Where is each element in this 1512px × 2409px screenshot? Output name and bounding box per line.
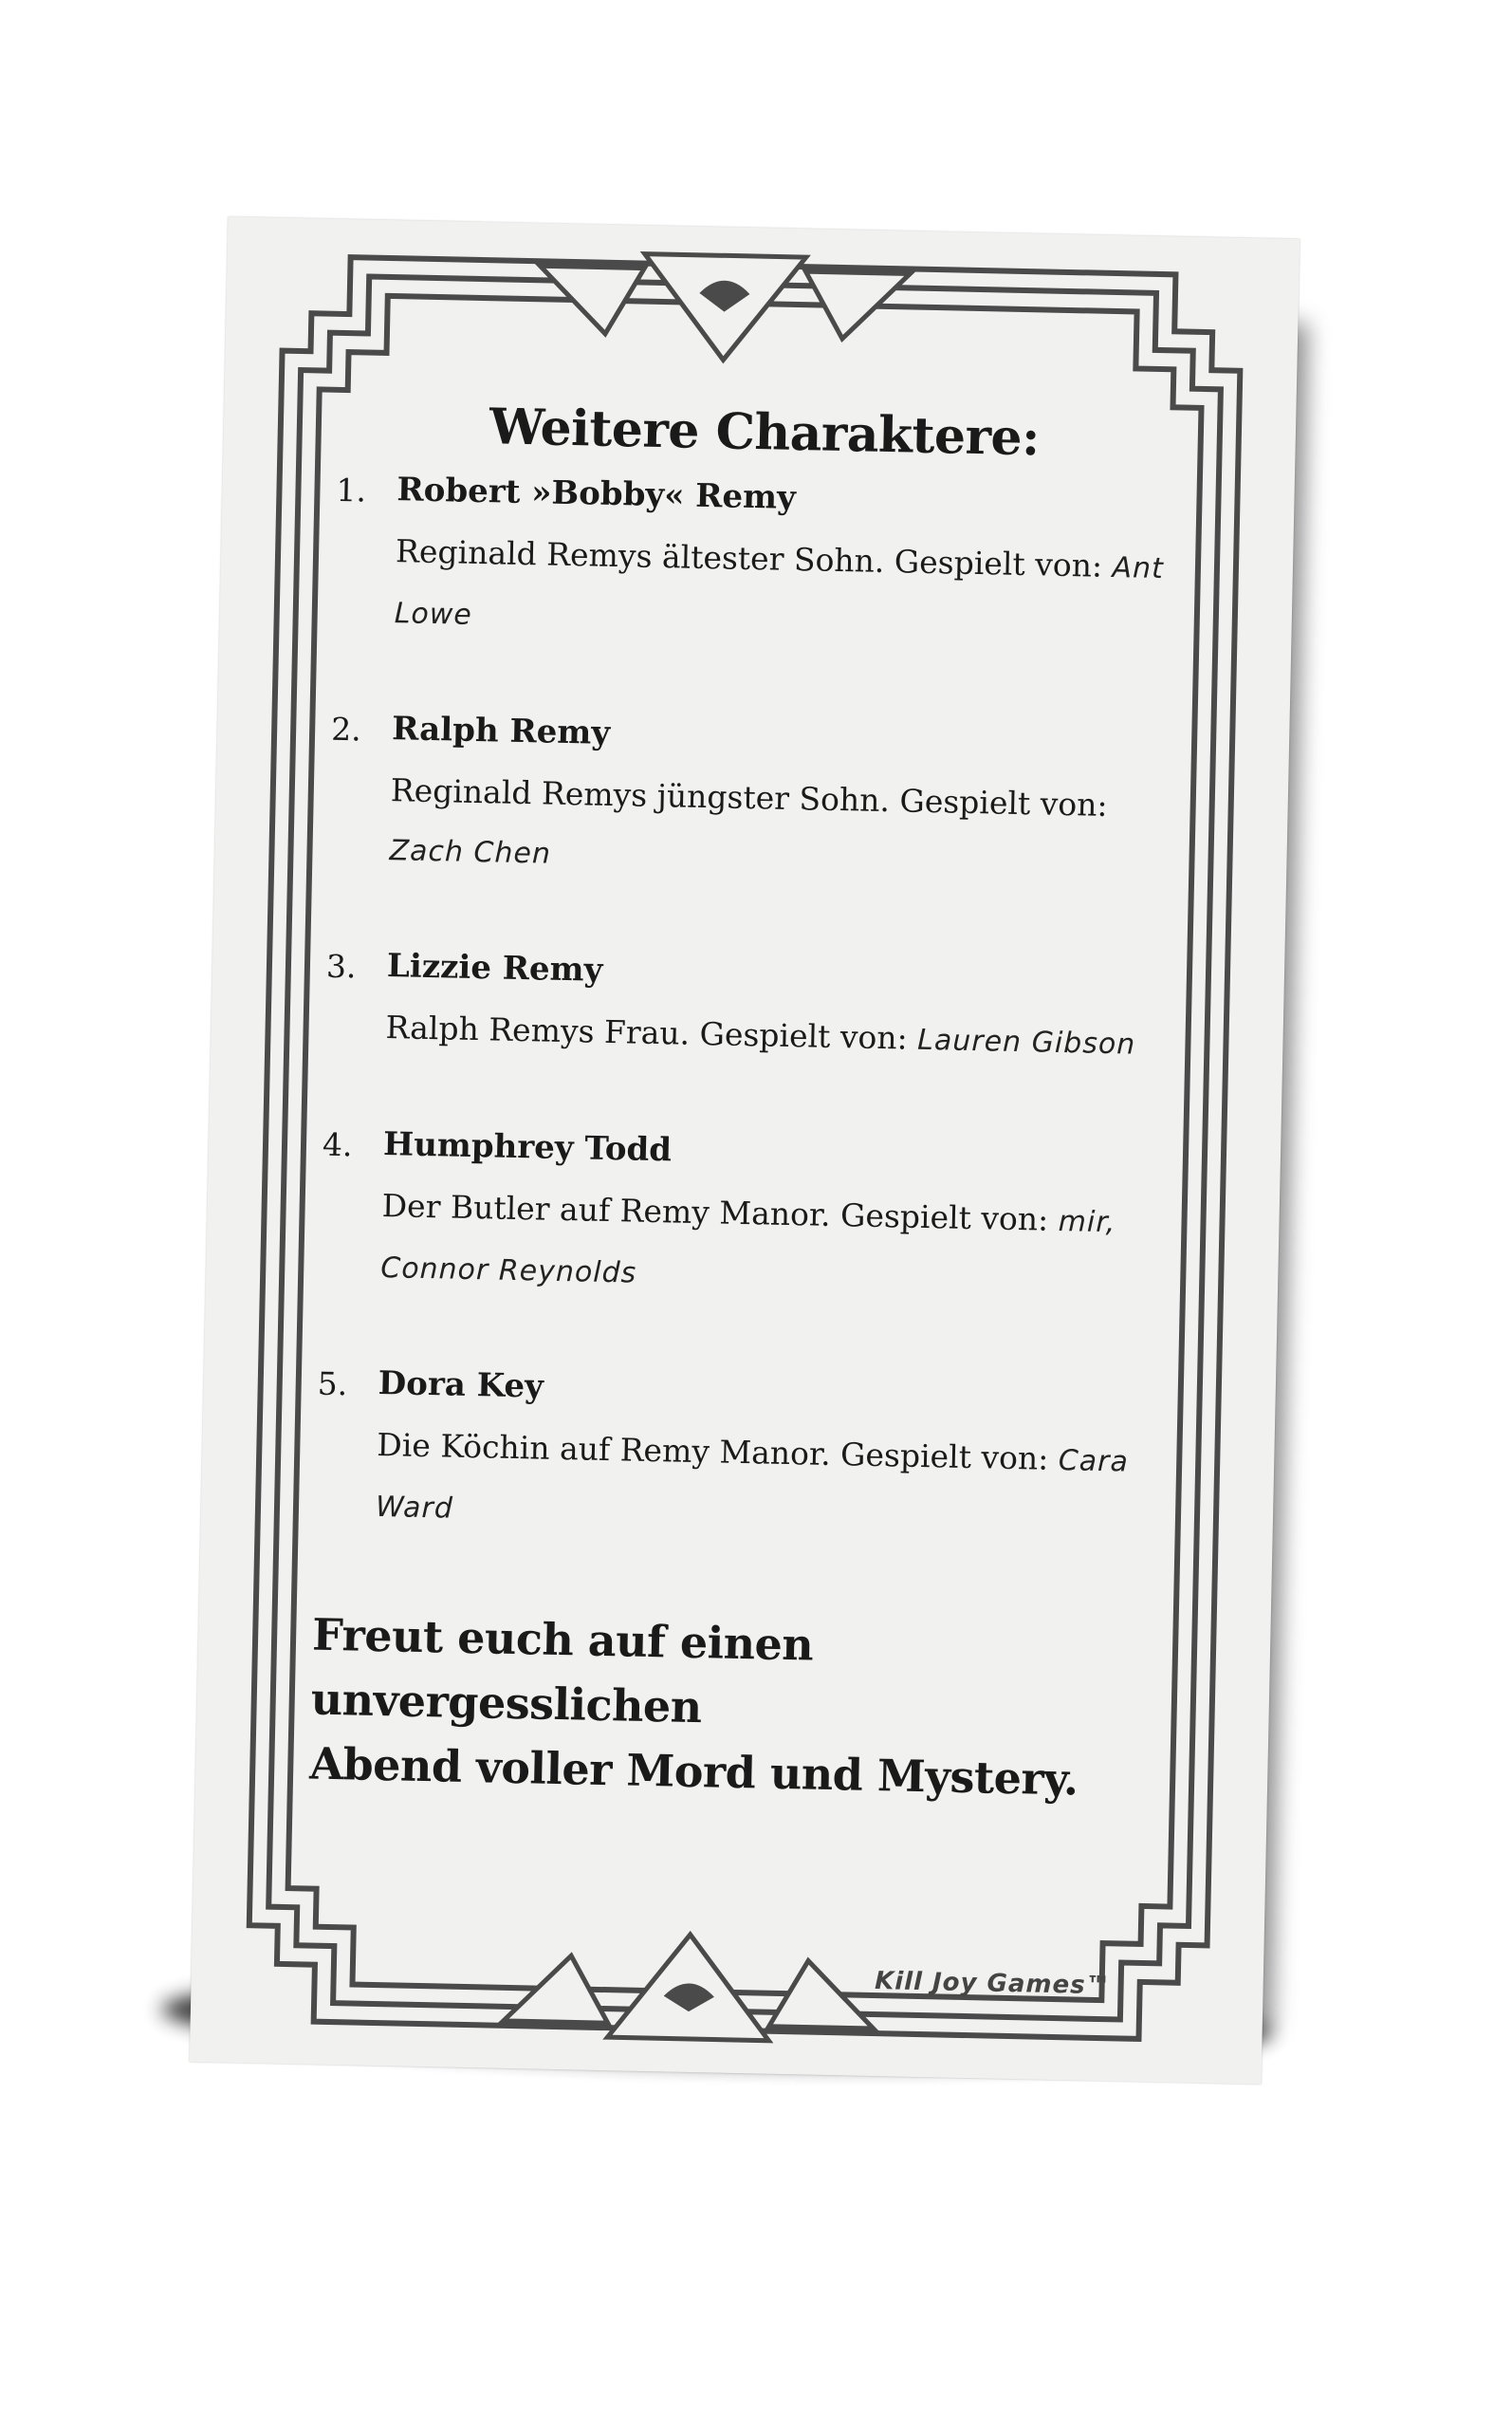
character-name: Ralph Remy — [391, 710, 611, 752]
player-name: Cara Ward — [375, 1444, 1130, 1526]
closing-line-2: Abend voller Mord und Mystery. — [308, 1737, 1079, 1806]
card-title: Weitere Charaktere: — [489, 398, 1041, 468]
character-description — [394, 522, 1189, 659]
card-content — [309, 395, 1192, 1814]
character-role: Der Butler auf Remy Manor. Gespielt von: — [381, 1187, 1049, 1238]
closing-line-1: Freut euch auf einen unvergesslichen — [310, 1608, 814, 1733]
character-entry — [328, 709, 1186, 898]
character-name: Lizzie Remy — [386, 947, 603, 990]
character-entry — [320, 1124, 1177, 1315]
invitation-card — [190, 216, 1300, 2084]
character-name: Dora Key — [378, 1363, 544, 1406]
character-name: Robert »Bobby« Remy — [396, 471, 797, 517]
player-name: Zach Chen — [389, 834, 552, 871]
character-number: 5. — [317, 1364, 348, 1403]
player-name: mir, Connor Reynolds — [379, 1204, 1116, 1290]
character-entry — [314, 1363, 1171, 1554]
brand-logo: Kill Joy Games™ — [874, 1967, 1112, 2001]
character-number: 1. — [336, 471, 367, 510]
character-description — [385, 998, 1179, 1075]
character-entry — [333, 470, 1190, 660]
character-role: Ralph Remys Frau. Gespielt von: — [385, 1009, 909, 1057]
character-role: Reginald Remys jüngster Sohn. Gespielt von: — [390, 771, 1109, 824]
character-description — [380, 1177, 1175, 1314]
character-number: 3. — [325, 947, 357, 986]
character-number: 4. — [322, 1125, 353, 1164]
character-name: Humphrey Todd — [382, 1125, 673, 1170]
closing-message — [309, 1603, 1167, 1814]
character-description — [375, 1416, 1170, 1553]
character-role: Die Köchin auf Remy Manor. Gespielt von: — [377, 1425, 1049, 1477]
character-number: 2. — [330, 710, 362, 749]
player-name: Lauren Gibson — [916, 1023, 1136, 1062]
player-name: Ant Lowe — [394, 550, 1165, 632]
character-entry — [324, 946, 1180, 1076]
character-role: Reginald Remys ältester Sohn. Gespielt von: — [395, 532, 1103, 584]
character-description — [389, 761, 1184, 897]
